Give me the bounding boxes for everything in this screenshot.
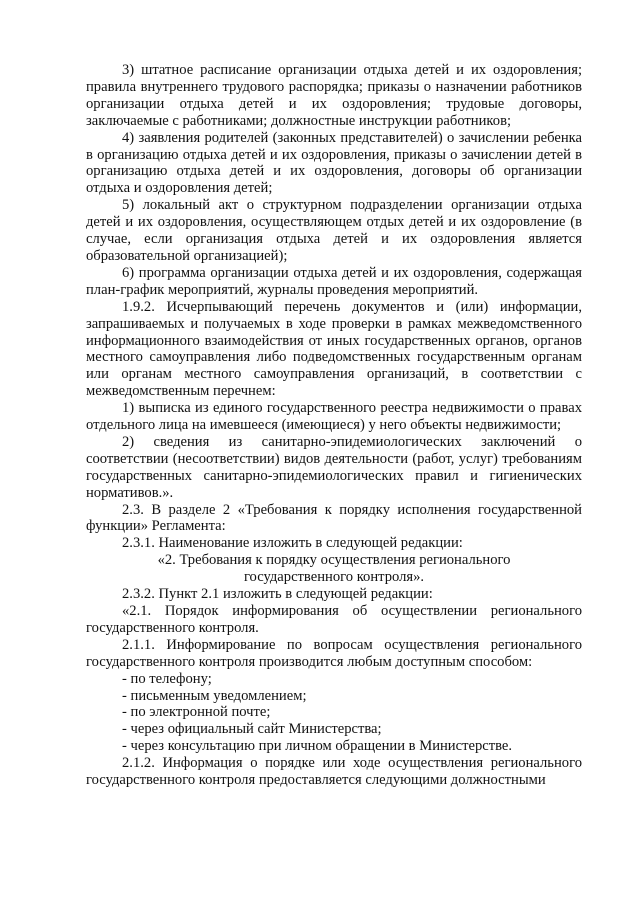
- paragraph-item-3: 3) штатное расписание организации отдыха детей и их оздоровления; правила внутреннего трудового распорядка; приказы о назначении работников организации отдыха детей и их оздоровления; трудовые договоры, заключаемые с работниками; должностные инструкции работников;: [86, 62, 582, 129]
- paragraph-2-3-1: 2.3.1. Наименование изложить в следующей редакции:: [122, 535, 463, 552]
- paragraph-2-3: 2.3. В разделе 2 «Требования к порядку исполнения государственной функции» Регламента:: [86, 501, 582, 535]
- paragraph-item-6: 6) программа организации отдыха детей и их оздоровления, содержащая план-график мероприятий, журналы проведения мероприятий.: [86, 264, 582, 298]
- list-item: - по электронной почте;: [122, 704, 271, 721]
- paragraph-subitem-1: 1) выписка из единого государственного реестра недвижимости о правах отдельного лица на имевшееся (имеющиеся) у него объекты недвижимости;: [86, 400, 582, 434]
- section-heading-line-1: «2. Требования к порядку осуществления регионального: [157, 552, 511, 569]
- paragraph-2-1: «2.1. Порядок информирования об осуществлении регионального государственного контроля.: [86, 603, 582, 636]
- document-body: [86, 62, 582, 789]
- list-item: - через официальный сайт Министерства;: [122, 721, 382, 738]
- list-item: - по телефону;: [122, 670, 212, 687]
- list-item: - письменным уведомлением;: [122, 687, 307, 704]
- paragraph-subitem-2: 2) сведения из санитарно-эпидемиологических заключений о соответствии (несоответствии) видов деятельности (работ, услуг) требованиям государственных санитарно-эпидемиологических правил и гигиенических нормативов.».: [86, 433, 582, 501]
- paragraph-2-3-2: 2.3.2. Пункт 2.1 изложить в следующей редакции:: [122, 586, 433, 603]
- list-item: - через консультацию при личном обращении в Министерстве.: [122, 738, 513, 755]
- paragraph-item-5: 5) локальный акт о структурном подразделении организации отдыха детей и их оздоровления, осуществляющем отдых детей и их оздоровление (в случае, если организация отдыха детей и их оздоровления является образовательной организацией);: [86, 197, 582, 264]
- paragraph-2-1-1: 2.1.1. Информирование по вопросам осуществления регионального государственного контроля производится любым доступным способом:: [86, 636, 582, 670]
- paragraph-item-4: 4) заявления родителей (законных представителей) о зачислении ребенка в организацию отдыха детей и их оздоровления, приказы о зачислении детей в организацию отдыха детей и их оздоровления, договоры об организации отдыха и оздоровления детей;: [86, 129, 582, 197]
- paragraph-2-1-2: 2.1.2. Информация о порядке или ходе осуществления регионального государственного контроля предоставляется следующими должностными: [86, 755, 582, 789]
- paragraph-1-9-2: 1.9.2. Исчерпывающий перечень документов и (или) информации, запрашиваемых и получаемых в ходе проверки в рамках межведомственного информационного взаимодействия от иных государственных органов, органов местного самоуправления либо подведомственных государственным органам или органам местного самоуправления организаций, в соответствии с межведомственным перечнем:: [86, 298, 582, 400]
- section-heading-line-2: государственного контроля».: [243, 569, 425, 586]
